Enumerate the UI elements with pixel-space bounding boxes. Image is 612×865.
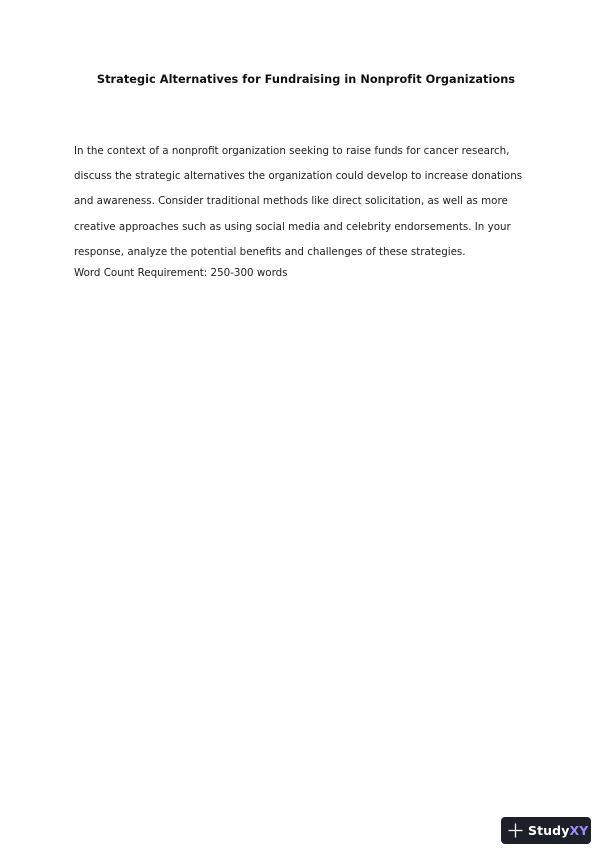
document-title: Strategic Alternatives for Fundraising in Nonprofit Organizations [96,73,516,86]
paragraph-line: and awareness. Consider traditional methods like direct solicitation, as well as more [74,195,508,208]
word-count-requirement: Word Count Requirement: 250-300 words [74,267,288,279]
brand-accent-text: XY [569,823,589,838]
studyxy-logo-badge[interactable] [501,817,591,844]
paragraph-line: response, analyze the potential benefits and challenges of these strategies. [74,245,466,258]
brand-main-text: Study [528,823,570,838]
paragraph-line: In the context of a nonprofit organization seeking to raise funds for cancer research, [74,145,510,157]
plus-cross-icon [508,823,523,838]
prompt-paragraph [74,139,544,265]
paragraph-line: creative approaches such as using social media and celebrity endorsements. In your [74,220,511,233]
paragraph-line: discuss the strategic alternatives the organization could develop to increase donations [74,170,523,183]
brand-wordmark [528,823,588,838]
